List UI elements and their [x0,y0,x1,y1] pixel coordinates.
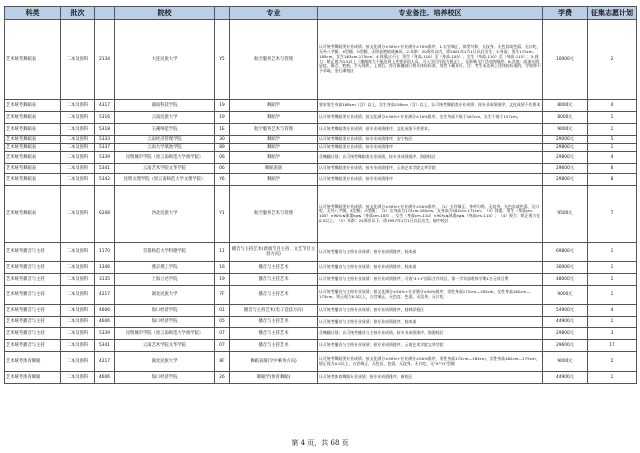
row-major-code: 19 [215,274,230,286]
row-school: 海口经济学院 [115,372,215,384]
table-body [5,20,637,384]
row-major: 播音与主持艺术(电子竞技方向) [230,305,318,317]
row-category: 艺术统考舞蹈表 [5,164,61,174]
row-plan: 5 [588,136,637,144]
row-plan: 1 [588,124,637,136]
row-batch: 二本及预科 [61,274,95,286]
row-plan: 1 [588,262,637,274]
row-school: 昆明城市学院（原云南师范大学商学院） [115,152,215,164]
row-plan: 1 [588,286,637,305]
row-fee: 54900元 [543,305,588,317]
row-fee: 29600元 [543,164,588,174]
table-row [5,286,637,305]
row-plan: 1 [588,372,637,384]
row-major: 舞蹈学 [230,100,318,112]
row-code: 5318 [95,124,115,136]
row-major: 播音与主持艺术 [230,262,318,274]
row-category: 艺术统考舞蹈表 [5,112,61,124]
row-category: 艺术统考舞蹈表 [5,144,61,152]
row-major: 航空服务艺术与管理 [230,124,318,136]
row-notes: 认可统考体育舞蹈专业成绩；按专业成绩排序，新校区 [318,372,543,384]
table-row [5,124,637,136]
table-row [5,243,637,262]
row-school: 昆明文理学院（原云南师范大学文理学院） [115,174,215,186]
row-code: 4217 [95,352,115,372]
row-school: 海口经济学院 [115,305,215,317]
row-school: 海口经济学院 [115,317,215,328]
row-fee: 30000元 [543,262,588,274]
row-major-code: 06 [215,152,230,164]
row-major: 航空服务艺术与管理 [230,20,318,100]
table-row [5,262,637,274]
row-category: 艺术统考播音与主持 [5,305,61,317]
row-major: 舞蹈学 [230,144,318,152]
row-fee: 44900元 [543,372,588,384]
table-row [5,144,637,152]
row-code: 4606 [95,317,115,328]
row-batch: 二本及预科 [61,112,95,124]
row-batch: 二本及预科 [61,144,95,152]
table-row [5,186,637,243]
row-batch: 二本及预科 [61,20,95,100]
row-major-code: 8F [215,352,230,372]
header-plan: 征集志愿计划 [588,7,637,20]
row-code: 5316 [95,112,115,124]
table-row [5,317,637,328]
row-notes: 要求男生身高168cm（含）以上，女生身高158cm（含）以上，认可统考舞蹈类专业成绩；按专业成绩排序，文化成绩不作要求 [318,100,543,112]
header-fee: 学费 [543,7,588,20]
row-major-code: 05 [215,317,230,328]
row-batch: 二本及预科 [61,340,95,352]
row-batch: 二本及预科 [61,164,95,174]
header-major-code [215,7,230,20]
row-plan: 1 [588,112,637,124]
row-notes: 认可统考播音与主持专业成绩；按专业成绩排序，桂林洋校区 [318,305,543,317]
row-major-code: Y5 [215,20,230,100]
table-row [5,112,637,124]
row-plan: 2 [588,352,637,372]
row-plan: 4 [588,100,637,112]
row-batch: 二本及预科 [61,136,95,144]
row-code: 5341 [95,340,115,352]
row-category: 艺术统考播音与主持 [5,274,61,286]
table-row [5,305,637,317]
table-header [5,7,637,20]
row-fee: 29800元 [543,174,588,186]
row-notes: 认可统考舞蹈类专业成绩；按文化满分×30%+专业满分×70%排序，1.五官端正，体型匀称，无纹身、无色盲或色弱、无口吃、无外八字腿、X型腿、O型腿，无明显疤痕或麻风，2.年龄：20周岁以内，即2001年1月1日以后出生；3.身高：男生175cm-185cm，女生163cm-175cm；4.体重[公斤]：男生（身高-110）至（身高-105），女生（身高-110）至（身高-115）；5.视力：矫正视力0.5以上（裸眼视力不能达到上述要求的人员，可入学后作视力矫正），无影响飞行活动的眼疾；6.其他：面部无明显痣、斑点、疤痕，手无残疾，上岗后，符合新疆部门相关体检标准，男性不戴耳钉。注：考生未达到上述体检标准的，学校将不予录取。金石滩校区 [318,20,543,100]
row-major-code: 01 [215,305,230,317]
row-school: 玉溪师范学院 [115,124,215,136]
row-category: 艺术统考播音与主持 [5,262,61,274]
row-school: 云南艺术学院文华学院 [115,164,215,174]
row-major-code: 1E [215,124,230,136]
row-plan: 1 [588,144,637,152]
row-code: 5342 [95,174,115,186]
header-notes: 专业备注、培养校区 [318,7,543,20]
table-row [5,274,637,286]
row-batch: 二本及预科 [61,186,95,243]
row-school: 西北民族大学 [115,186,215,243]
row-notes: 含侧翻计划；认可统考播音与主持专业成绩，按专业成绩排序，海源校区 [318,328,543,340]
row-category: 艺术统考体育舞蹈 [5,372,61,384]
row-notes: 认可统考舞蹈类专业成绩；按文化满分×30%+专业满分×70%排序。女生身高不低于167cm，女生不低于157cm。 [318,112,543,124]
row-school: 昆明城市学院（原云南师范大学商学院） [115,328,215,340]
row-plan: 8 [588,174,637,186]
row-batch: 二本及预科 [61,174,95,186]
row-notes: 认可统考播音与主持专业成绩；按专业成绩排序，校本部 [318,317,543,328]
row-category: 艺术统考播音与主持 [5,243,61,262]
row-school: 大连民族大学 [115,20,215,100]
row-notes: 认可统考播音与主持专业成绩；按专业成绩排序，校本部 [318,243,543,262]
header-major: 专业 [230,7,318,20]
row-batch: 二本及预科 [61,124,95,136]
row-fee: 48000元 [543,274,588,286]
row-notes: 含侧翻计划；认可统考舞蹈类专业成绩，按专业成绩排序，海源校区 [318,152,543,164]
row-major-code: 07 [215,328,230,340]
row-category: 艺术统考舞蹈表 [5,20,61,100]
table-row [5,372,637,384]
row-major: 舞蹈学 [230,136,318,144]
row-batch: 二本及预科 [61,372,95,384]
row-major: 播音与主持艺术 [230,317,318,328]
row-fee: 29600元 [543,340,588,352]
row-major-code: Y6 [215,174,230,186]
row-major: 播音与主持艺术 [230,340,318,352]
header-code [95,7,115,20]
row-school: 湖北民族大学 [115,352,215,372]
row-code: 5341 [95,164,115,174]
row-major: 播音与主持艺术 [230,328,318,340]
row-category: 艺术统考舞蹈表 [5,186,61,243]
row-category: 艺术统考播音与主持 [5,328,61,340]
row-notes: 认可统考舞蹈类专业成绩；按文化满分×50%+专业满分×50%排序，男性身高172cm—185cm，女性身高162cm—175cm，矫正视力0.5以上，五官端正，无色盲、色弱，无纹身，无口吃，无"X""O"型腿 [318,352,543,372]
row-plan: 7 [588,186,637,243]
row-school: 燕京理工学院 [115,262,215,274]
row-category: 艺术统考播音与主持 [5,340,61,352]
table-row [5,340,637,352]
row-batch: 二本及预科 [61,243,95,262]
row-major-code: 19 [215,100,230,112]
row-code: 1346 [95,262,115,274]
row-major-code: 7F [215,286,230,305]
row-major: 播音与主持艺术 [230,286,318,305]
row-plan: 1 [588,317,637,328]
row-notes: 认可统考播音与主持专业成绩；按文化满分×50%+专业满分×50%排序，男性身高172cm—185cm，女性身高162cm—175cm，矫正视力0.5以上，五官端正，无色盲、色弱，无纹身，无口吃 [318,286,543,305]
row-fee: 9000元 [543,124,588,136]
table-row [5,174,637,186]
row-category: 艺术统考舞蹈表 [5,136,61,144]
row-notes: 认可统考播音与主持专业成绩；按专业成绩排序，校本部 [318,262,543,274]
row-major: 舞蹈学 [230,112,318,124]
row-code: 3135 [95,274,115,286]
row-school: 云南大学滇池学院 [115,144,215,152]
row-category: 艺术统考播音与主持 [5,317,61,328]
row-fee: 29800元 [543,328,588,340]
row-code: 4217 [95,286,115,305]
row-batch: 二本及预科 [61,262,95,274]
row-major-code: 26 [215,372,230,384]
row-plan: 6 [588,164,637,174]
row-category: 艺术统考播音与主持 [5,286,61,305]
row-notes: 认可统考播音与主持专业成绩；按专业成绩排序，可选"4+1"国际合作项目，第一学年加收每学期1万元项目费 [318,274,543,286]
row-code: 6208 [95,186,115,243]
row-notes: 认可统考舞蹈类专业成绩；按文化满分×50%+专业满分×50%排序。（1）五官端正，身材匀称，无纹身，无色盲或色弱，无口吃，无外八字腿、X型腿、O型腿；（2）女身高为172cm-185cm，女身高为162cm-172cm；（3）体重：男生（身高cm-105）×90%≤体重kg≤（身高cm-105），女生（身高cm-110）×90%≤体重kg≤（身高cm-110）；（4）视力：矫正视力在0.5以上。（5）年龄：24周岁以下，即1997年1月1日以后出生。榆中校区 [318,186,543,243]
row-batch: 二本及预科 [61,286,95,305]
row-plan: 17 [588,340,637,352]
row-code: 4606 [95,305,115,317]
row-major-code: 07 [215,340,230,352]
row-major: 舞蹈学 [230,152,318,164]
row-major-code: 19 [215,112,230,124]
row-fee: 9500元 [543,186,588,243]
row-code: 5339 [95,328,115,340]
row-code: 2134 [95,20,115,100]
row-fee: 10000元 [543,20,588,100]
table-row [5,164,637,174]
table-row [5,152,637,164]
row-major: 播音与主持艺术 [230,274,318,286]
row-category: 艺术统考舞蹈表 [5,100,61,112]
row-major-code: 06 [215,164,230,174]
row-notes: 认可统考舞蹈类专业成绩；按专业成绩排序 [318,174,543,186]
row-batch: 二本及预科 [61,152,95,164]
table-row [5,100,637,112]
row-school: 云南经济管理学院 [115,136,215,144]
row-fee: 8000元 [543,112,588,124]
header-batch: 批次 [61,7,95,20]
table-row [5,136,637,144]
row-category: 艺术统考舞蹈表 [5,124,61,136]
row-fee: 29000元 [543,136,588,144]
row-plan: 4 [588,305,637,317]
row-major: 舞蹈学 [230,174,318,186]
row-plan: 1 [588,243,637,262]
row-major: 播音与主持艺术(新闻节目主持、文艺节目主持方向) [230,243,318,262]
row-major-code: Y1 [215,186,230,243]
row-notes: 认可统考舞蹈类专业成绩；按专业成绩排序 [318,144,543,152]
row-batch: 二本及预科 [61,317,95,328]
row-fee: 8000元 [543,100,588,112]
row-major: 航空服务艺术与管理 [230,186,318,243]
row-code: 5339 [95,152,115,164]
row-major-code: 16 [215,262,230,274]
table-row [5,352,637,372]
row-notes: 认可统考播音与主持专业成绩；按专业成绩排序，云南艺术学院文华学院 [318,340,543,352]
row-batch: 二本及预科 [61,328,95,340]
row-code: 5333 [95,136,115,144]
row-plan: 3 [588,328,637,340]
row-school: 首都师范大学科德学院 [115,243,215,262]
page-footer: 第 4 页，共 68 页 [291,439,349,447]
row-code: 5337 [95,144,115,152]
row-code: 4606 [95,372,115,384]
row-code: 1170 [95,243,115,262]
row-school: 云南艺术学院文华学院 [115,340,215,352]
row-major: 舞蹈表演 [230,164,318,174]
row-school: 云南民族大学 [115,112,215,124]
row-plan: 1 [588,274,637,286]
row-major-code: 11 [215,243,230,262]
row-fee: 9000元 [543,286,588,305]
table-row [5,20,637,100]
row-plan: 2 [588,20,637,100]
row-category: 艺术统考体育舞蹈 [5,352,61,372]
table-row [5,328,637,340]
row-school: 湖南科技学院 [115,100,215,112]
row-major: 舞蹈学(体育舞蹈) [230,372,318,384]
row-fee: 9000元 [543,352,588,372]
row-major-code: 89 [215,144,230,152]
header-school: 院校 [115,7,215,20]
row-fee: 29800元 [543,152,588,164]
row-batch: 二本及预科 [61,305,95,317]
row-category: 艺术统考舞蹈表 [5,174,61,186]
row-notes: 认可统考舞蹈类专业成绩；按专业成绩排序，云南艺术学院文华学院 [318,164,543,174]
row-school: 湖北民族大学 [115,286,215,305]
row-school: 上海立达学院 [115,274,215,286]
row-plan: 4 [588,152,637,164]
row-batch: 二本及预科 [61,100,95,112]
row-notes: 认可统考舞蹈类专业成绩；按专业成绩排序，安宁校区 [318,136,543,144]
row-major: 舞蹈表演(空中乘务方向) [230,352,318,372]
admission-table [4,6,637,384]
row-code: 4317 [95,100,115,112]
row-batch: 二本及预科 [61,352,95,372]
row-major-code: 30 [215,136,230,144]
row-category: 艺术统考舞蹈表 [5,152,61,164]
row-fee: 29800元 [543,144,588,152]
header-category: 科类 [5,7,61,20]
row-fee: 69800元 [543,243,588,262]
row-notes: 认可统考舞蹈类专业成绩；按专业成绩排序，文化成绩不作要求。 [318,124,543,136]
row-fee: 44900元 [543,317,588,328]
